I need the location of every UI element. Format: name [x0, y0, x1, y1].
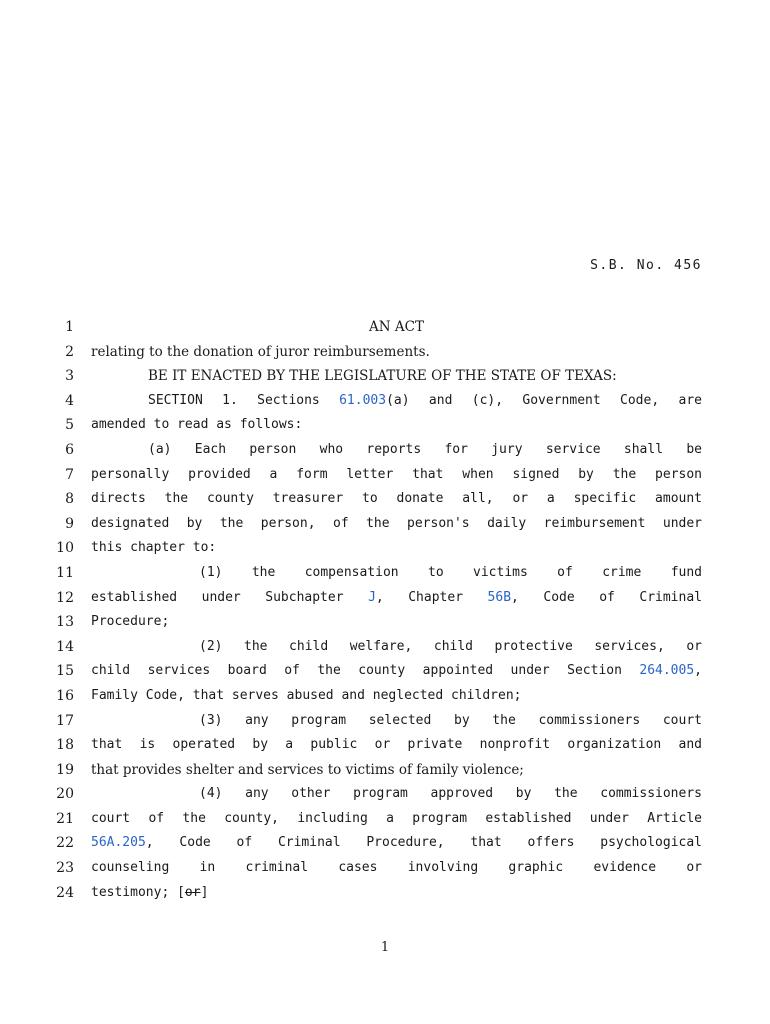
- line-number: 10: [56, 540, 74, 557]
- line-text-part: ,: [694, 663, 702, 679]
- line-number: 5: [65, 417, 74, 434]
- line-3: [0, 367, 770, 392]
- line-text-part: , Code of Criminal Procedure, that offers psychological: [145, 835, 702, 851]
- page-number: 1: [380, 940, 390, 955]
- line-text: designated by the person, of the person's daily reimbursement under: [91, 515, 702, 531]
- line-23: [0, 859, 770, 884]
- line-text: (4) any other program approved by the commissioners: [199, 786, 702, 802]
- caption: relating to the donation of juror reimbursements.: [91, 343, 430, 360]
- line-number: 19: [56, 761, 74, 778]
- line-text-part: child services board of the county appointed under Section: [91, 663, 640, 679]
- line-text: court of the county, including a program established under Article: [91, 810, 702, 826]
- line-number: 23: [56, 860, 74, 877]
- struck-text: or: [184, 884, 201, 900]
- line-text: [91, 884, 702, 902]
- line-text: [91, 392, 702, 410]
- line-number: 22: [56, 835, 74, 852]
- line-number: 15: [56, 663, 74, 680]
- line-18: [0, 736, 770, 761]
- bill-number: S.B. No. 456: [590, 258, 702, 273]
- line-number: 14: [56, 638, 74, 655]
- line-7: [0, 466, 770, 491]
- line-text: Procedure;: [91, 614, 170, 630]
- line-text-part: testimony; [: [91, 884, 185, 900]
- line-text-part: (a) and (c), Government Code, are: [386, 392, 702, 408]
- line-6: [0, 441, 770, 466]
- act-title: AN ACT: [369, 319, 424, 335]
- line-13: [0, 613, 770, 638]
- line-12: [0, 589, 770, 614]
- line-5: [0, 416, 770, 441]
- line-19: [0, 761, 770, 786]
- line-text-part: established under Subchapter: [91, 589, 369, 605]
- line-2: [0, 343, 770, 368]
- line-text: directs the county treasurer to donate all, or a specific amount: [91, 491, 702, 507]
- line-text: Family Code, that serves abused and neglected children;: [91, 687, 522, 703]
- line-number: 18: [56, 737, 74, 754]
- line-1: [0, 318, 770, 343]
- statute-link-56a-205[interactable]: 56A.205: [91, 835, 146, 851]
- line-number: 4: [65, 392, 74, 409]
- statute-link-subchapter-j[interactable]: J: [368, 589, 376, 605]
- line-number: 6: [65, 441, 74, 458]
- line-20: [0, 785, 770, 810]
- line-number: 13: [56, 614, 74, 631]
- line-17: [0, 712, 770, 737]
- line-4: [0, 392, 770, 417]
- line-number: 16: [56, 687, 74, 704]
- statute-link-264-005[interactable]: 264.005: [639, 663, 695, 679]
- enacting-clause: BE IT ENACTED BY THE LEGISLATURE OF THE STATE OF TEXAS:: [148, 368, 617, 385]
- line-text: [91, 662, 702, 680]
- line-24: [0, 884, 770, 909]
- line-number: 3: [65, 368, 74, 385]
- line-text: counseling in criminal cases involving graphic evidence or: [91, 860, 702, 876]
- line-text-part: , Code of Criminal: [511, 589, 702, 605]
- line-text: that is operated by a public or private nonprofit organization and: [91, 737, 702, 753]
- line-number: 2: [65, 343, 74, 360]
- line-text: (3) any program selected by the commissioners court: [199, 712, 702, 728]
- line-number: 17: [56, 712, 74, 729]
- line-number: 21: [56, 810, 74, 827]
- line-number: 7: [65, 466, 74, 483]
- line-text: [91, 589, 702, 607]
- line-text: this chapter to:: [91, 540, 217, 556]
- line-text: that provides shelter and services to victims of family violence;: [91, 761, 524, 778]
- line-9: [0, 515, 770, 540]
- section-heading: SECTION 1. Sections: [148, 392, 340, 408]
- line-22: [0, 834, 770, 859]
- line-16: [0, 687, 770, 712]
- statute-link-chapter-56b[interactable]: 56B: [487, 589, 512, 605]
- line-text: (2) the child welfare, child protective services, or: [199, 638, 702, 654]
- statute-link-61-003[interactable]: 61.003: [339, 392, 387, 408]
- line-10: [0, 539, 770, 564]
- line-text-part: ]: [200, 884, 209, 900]
- line-text-part: , Chapter: [375, 589, 488, 605]
- line-11: [0, 564, 770, 589]
- line-number: 9: [65, 515, 74, 532]
- line-15: [0, 662, 770, 687]
- line-number: 11: [56, 564, 74, 581]
- line-number: 1: [65, 319, 74, 335]
- line-8: [0, 490, 770, 515]
- line-text: amended to read as follows:: [91, 417, 303, 433]
- line-21: [0, 810, 770, 835]
- line-text: (1) the compensation to victims of crime fund: [199, 564, 702, 580]
- line-number: 24: [56, 884, 74, 901]
- line-number: 8: [65, 491, 74, 508]
- line-text: (a) Each person who reports for jury service shall be: [148, 441, 702, 457]
- line-text: personally provided a form letter that when signed by the person: [91, 466, 702, 482]
- line-number: 20: [56, 786, 74, 803]
- line-number: 12: [56, 589, 74, 606]
- line-14: [0, 638, 770, 663]
- bill-text: [0, 318, 770, 908]
- line-text: [91, 834, 702, 852]
